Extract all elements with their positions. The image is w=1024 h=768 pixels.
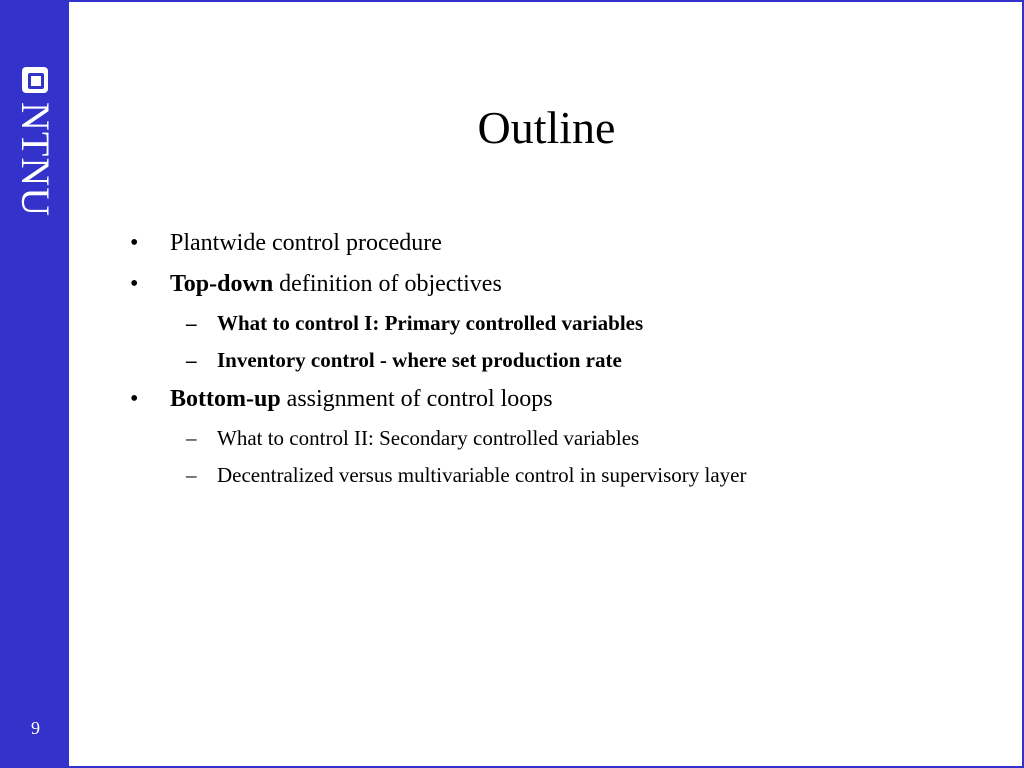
outline-list: [122, 228, 1002, 499]
sub-list-item-text: Decentralized versus multivariable control in supervisory layer: [217, 463, 747, 487]
list-item-text: definition of objectives: [273, 271, 502, 297]
bullet-icon: •: [130, 386, 139, 412]
sub-list-item: [122, 462, 1002, 488]
sidebar: [2, 2, 69, 766]
sub-list-item-text: What to control II: Secondary controlled variables: [217, 426, 640, 450]
sub-list-item: [122, 347, 1002, 373]
list-item-emphasis: Bottom-up: [170, 386, 281, 412]
list-item: [122, 228, 1002, 258]
dash-icon: –: [186, 463, 197, 487]
dash-icon: –: [186, 311, 197, 335]
bullet-icon: •: [130, 230, 139, 256]
sub-list-item: [122, 310, 1002, 336]
logo-text: NTNU: [13, 102, 58, 218]
list-item-emphasis: Top-down: [170, 271, 274, 297]
slide-title: Outline: [477, 102, 616, 153]
list-item-text: assignment of control loops: [280, 386, 553, 412]
sub-list-item-text: Inventory control - where set production rate: [217, 348, 622, 372]
bullet-icon: •: [130, 271, 139, 297]
list-item: [122, 269, 1002, 299]
list-item-text: Plantwide control procedure: [170, 230, 442, 256]
sub-list-item: [122, 425, 1002, 451]
ntnu-logo-icon: [22, 67, 48, 93]
page-number: 9: [31, 718, 40, 738]
list-item: [122, 384, 1002, 414]
sub-list-item-text: What to control I: Primary controlled variables: [217, 311, 644, 335]
dash-icon: –: [186, 348, 197, 372]
dash-icon: –: [186, 426, 197, 450]
